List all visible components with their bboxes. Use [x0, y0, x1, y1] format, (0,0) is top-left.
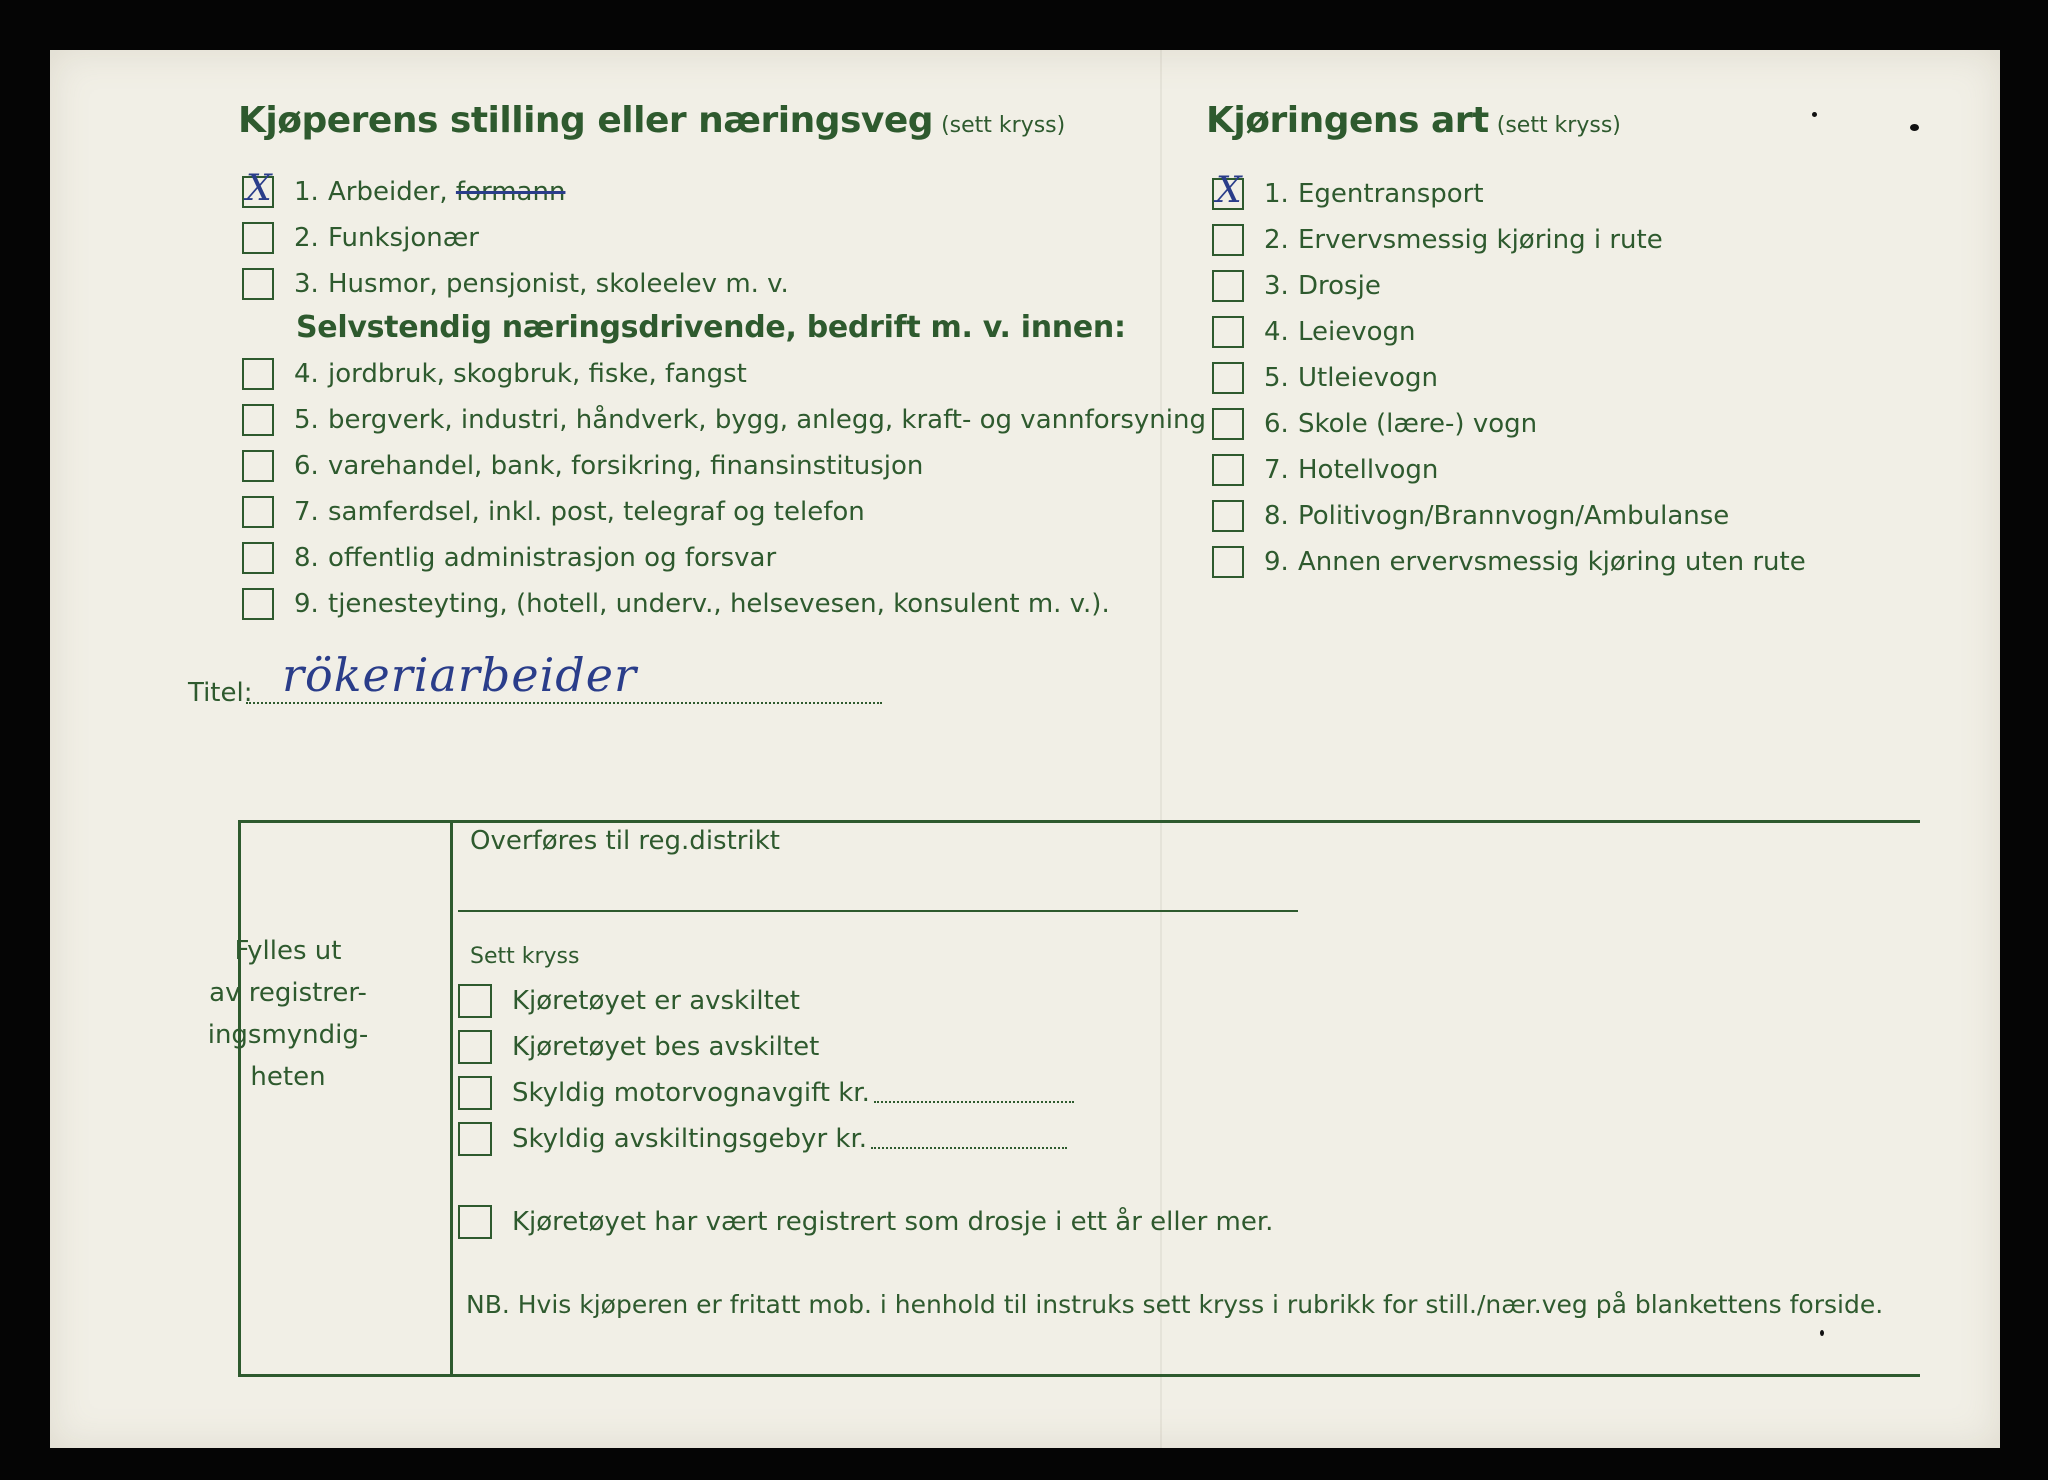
transfer-label: Overføres til reg.distrikt	[470, 826, 780, 856]
check-label: Skyldig avskiltingsgebyr kr.	[512, 1124, 868, 1154]
item-number: 9.	[294, 589, 319, 619]
item-number: 6.	[294, 451, 319, 481]
checkbox-motorvognavgift[interactable]	[458, 1076, 492, 1110]
box-left-line	[238, 820, 241, 1377]
struck-word: formann	[455, 177, 566, 207]
checkbox-politivogn[interactable]	[1212, 500, 1244, 532]
item-number: 1.	[294, 177, 319, 207]
check-label: Kjøretøyet bes avskiltet	[512, 1032, 820, 1062]
item-number: 7.	[294, 497, 319, 527]
titel-label: Titel:	[188, 678, 253, 708]
left-heading	[238, 100, 1065, 141]
checkbox-skolevogn[interactable]	[1212, 408, 1244, 440]
right-heading-text: Kjøringens art	[1206, 100, 1489, 141]
item-number: 8.	[294, 543, 319, 573]
item-label: Arbeider,	[328, 177, 448, 207]
left-heading-text: Kjøperens stilling eller næringsveg	[238, 100, 934, 141]
right-heading	[1206, 100, 1621, 141]
item-label: varehandel, bank, forsikring, finansinstitusjon	[328, 451, 924, 481]
checkbox-husmor[interactable]	[242, 268, 274, 300]
paper-speck	[1910, 124, 1919, 131]
check-avskiltet	[458, 981, 800, 1021]
checkbox-tjenesteyting[interactable]	[242, 588, 274, 620]
item-label: Politivogn/Brannvogn/Ambulanse	[1298, 501, 1730, 531]
item-label: Annen ervervsmessig kjøring uten rute	[1298, 547, 1806, 577]
amount-dotted-field[interactable]	[874, 1083, 1074, 1103]
left-subheading: Selvstendig næringsdrivende, bedrift m. v. innen:	[296, 310, 1126, 345]
right-item-8	[1212, 496, 1729, 536]
check-label: Kjøretøyet er avskiltet	[512, 986, 800, 1016]
right-item-6	[1212, 404, 1537, 444]
check-drosje-registrert	[458, 1202, 1273, 1242]
item-number: 4.	[294, 359, 319, 389]
item-number: 9.	[1264, 547, 1289, 577]
checkbox-samferdsel[interactable]	[242, 496, 274, 528]
registration-authority-label	[183, 930, 393, 1098]
checkbox-drosje[interactable]	[1212, 270, 1244, 302]
side-label-line: av registrer-	[209, 978, 367, 1008]
left-item-8	[242, 538, 776, 578]
box-top-line	[238, 820, 1920, 823]
transfer-underline	[458, 910, 1298, 912]
left-heading-note: (sett kryss)	[941, 113, 1066, 138]
paper-speck	[1820, 1330, 1824, 1336]
handwritten-check-mark: X	[246, 168, 272, 209]
titel-handwritten-value[interactable]: rökeriarbeider	[282, 648, 637, 702]
checkbox-avskiltet[interactable]	[458, 984, 492, 1018]
left-item-5	[242, 400, 1206, 440]
item-label: Funksjonær	[328, 223, 479, 253]
check-label: Skyldig motorvognavgift kr.	[512, 1078, 870, 1108]
item-label: Skole (lære-) vogn	[1298, 409, 1538, 439]
item-number: 2.	[1264, 225, 1289, 255]
item-label: Egentransport	[1298, 179, 1484, 209]
handwritten-check-mark: X	[1216, 170, 1242, 211]
left-item-4	[242, 354, 747, 394]
checkbox-utleievogn[interactable]	[1212, 362, 1244, 394]
item-label: Drosje	[1298, 271, 1381, 301]
right-item-1	[1212, 170, 1484, 214]
left-item-9	[242, 584, 1110, 624]
checkbox-hotellvogn[interactable]	[1212, 454, 1244, 486]
item-label: bergverk, industri, håndverk, bygg, anlegg, kraft- og vannforsyning	[328, 405, 1206, 435]
right-item-3	[1212, 266, 1381, 306]
item-number: 5.	[1264, 363, 1289, 393]
right-item-5	[1212, 358, 1438, 398]
item-number: 8.	[1264, 501, 1289, 531]
item-label: Utleievogn	[1298, 363, 1438, 393]
check-motorvognavgift	[458, 1073, 1074, 1113]
checkbox-rute[interactable]	[1212, 224, 1244, 256]
checkbox-drosje-registrert[interactable]	[458, 1205, 492, 1239]
checkbox-egentransport[interactable]	[1212, 170, 1244, 211]
checkbox-leievogn[interactable]	[1212, 316, 1244, 348]
check-label: Kjøretøyet har vært registrert som drosje i ett år eller mer.	[512, 1207, 1274, 1237]
side-label-line: ingsmyndig-	[207, 1020, 369, 1050]
item-label: Hotellvogn	[1298, 455, 1439, 485]
item-number: 5.	[294, 405, 319, 435]
checkbox-bes-avskiltet[interactable]	[458, 1030, 492, 1064]
check-bes-avskiltet	[458, 1027, 819, 1067]
right-item-4	[1212, 312, 1416, 352]
right-item-9	[1212, 542, 1806, 582]
right-item-7	[1212, 450, 1438, 490]
left-item-2	[242, 218, 479, 258]
left-item-6	[242, 446, 923, 486]
item-number: 6.	[1264, 409, 1289, 439]
side-label-line: heten	[250, 1062, 326, 1092]
right-item-2	[1212, 220, 1663, 260]
box-divider-line	[450, 820, 453, 1377]
check-avskiltingsgebyr	[458, 1119, 1067, 1159]
item-label: Ervervsmessig kjøring i rute	[1298, 225, 1663, 255]
box-bottom-line	[238, 1374, 1920, 1377]
item-label: Leievogn	[1298, 317, 1416, 347]
left-item-7	[242, 492, 865, 532]
item-number: 7.	[1264, 455, 1289, 485]
paper-speck	[1812, 112, 1817, 117]
checkbox-funksjonaer[interactable]	[242, 222, 274, 254]
checkbox-avskiltingsgebyr[interactable]	[458, 1122, 492, 1156]
item-label: tjenesteyting, (hotell, underv., helsevesen, konsulent m. v.).	[328, 589, 1110, 619]
left-item-3	[242, 264, 789, 304]
item-label: jordbruk, skogbruk, fiske, fangst	[328, 359, 747, 389]
checkbox-bergverk[interactable]	[242, 404, 274, 436]
checkbox-jordbruk[interactable]	[242, 358, 274, 390]
item-label: Husmor, pensjonist, skoleelev m. v.	[328, 269, 789, 299]
checkbox-arbeider[interactable]	[242, 168, 274, 209]
side-label-line: Fylles ut	[234, 936, 342, 966]
item-label: samferdsel, inkl. post, telegraf og telefon	[328, 497, 865, 527]
checkbox-varehandel[interactable]	[242, 450, 274, 482]
nb-note: NB. Hvis kjøperen er fritatt mob. i henhold til instruks sett kryss i rubrikk for still./nær.veg på blankettens forside.	[466, 1290, 1884, 1319]
checkbox-offentlig[interactable]	[242, 542, 274, 574]
titel-dotted-line	[246, 702, 882, 704]
right-heading-note: (sett kryss)	[1496, 113, 1621, 138]
left-item-1	[242, 168, 566, 212]
item-number: 3.	[1264, 271, 1289, 301]
item-number: 4.	[1264, 317, 1289, 347]
amount-dotted-field[interactable]	[871, 1129, 1067, 1149]
item-number: 2.	[294, 223, 319, 253]
cross-label: Sett kryss	[470, 944, 580, 969]
item-number: 1.	[1264, 179, 1289, 209]
item-label: offentlig administrasjon og forsvar	[328, 543, 777, 573]
item-number: 3.	[294, 269, 319, 299]
checkbox-annen[interactable]	[1212, 546, 1244, 578]
